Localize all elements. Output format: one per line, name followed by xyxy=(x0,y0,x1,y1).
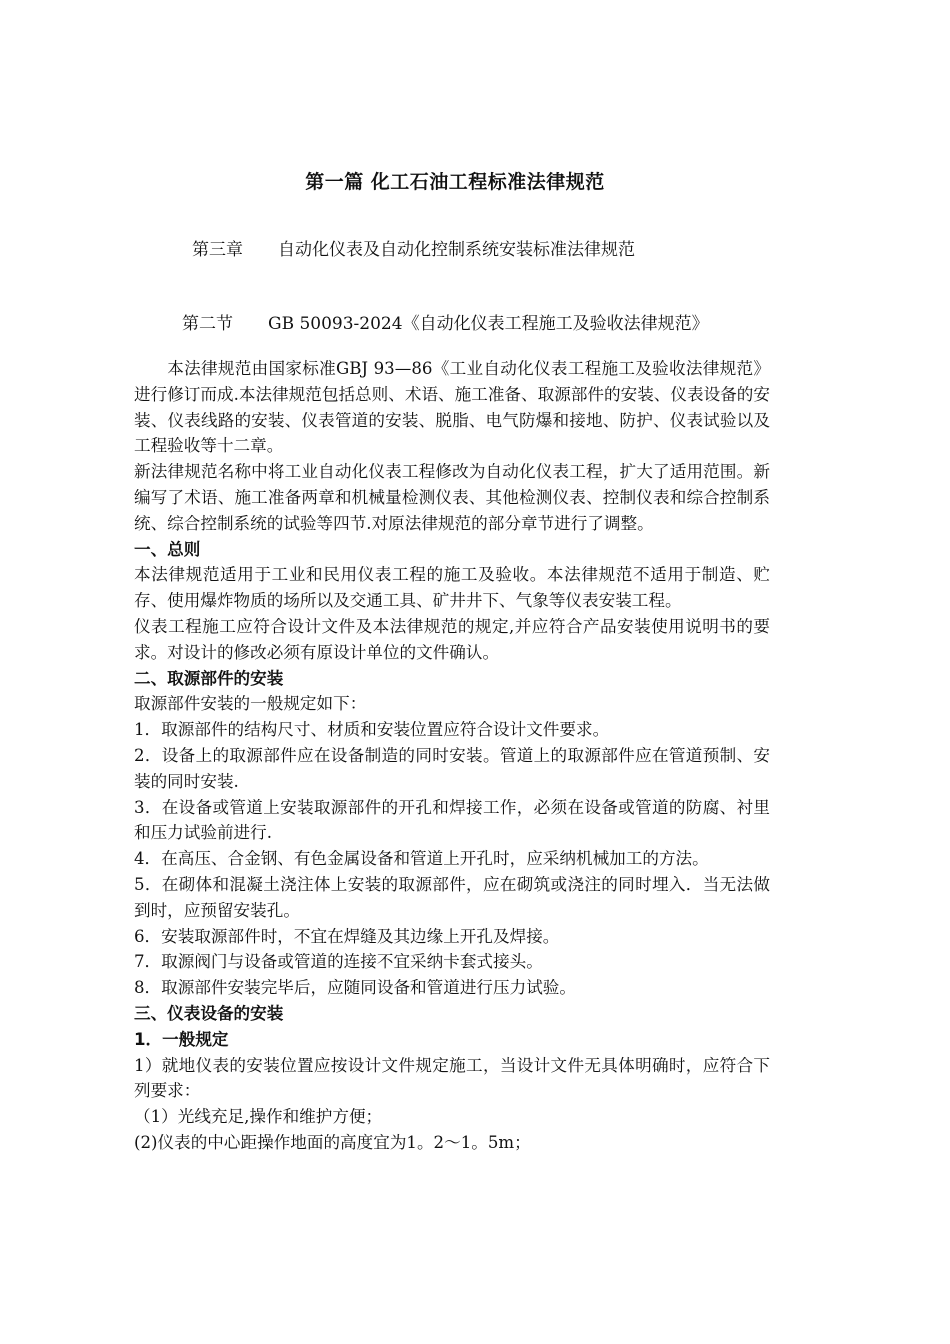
list-item: 8．取源部件安装完毕后，应随同设备和管道进行压力试验。 xyxy=(134,978,576,998)
list-item: (2)仪表的中心距操作地面的高度宜为1。2～1。5m； xyxy=(134,1132,531,1152)
list-item: 1．取源部件的结构尺寸、材质和安装位置应符合设计文件要求。 xyxy=(134,720,610,740)
section-title: GB 50093-2024《自动化仪表工程施工及验收法律规范》 xyxy=(268,314,709,334)
list-item: 3．在设备或管道上安装取源部件的开孔和焊接工作，必须在设备或管道的防腐、衬里和压力试验前进行. xyxy=(134,797,770,843)
section-number: 第二节 xyxy=(182,314,233,334)
list-item: 2．设备上的取源部件应在设备制造的同时安装。管道上的取源部件应在管道预制、安装的同时安装. xyxy=(134,745,770,791)
chapter-title: 自动化仪表及自动化控制系统安装标准法律规范 xyxy=(278,240,635,260)
intro-paragraph: 本法律规范由国家标准GBJ 93—86《工业自动化仪表工程施工及验收法律规范》进行修订而成.本法律规范包括总则、术语、施工准备、取源部件的安装、仪表设备的安装、仪表线路的安装、仪表管道的安装、脱脂、电气防爆和接地、防护、仪表试验以及工程验收等十二章。 xyxy=(134,359,770,456)
list-item: 1）就地仪表的安装位置应按设计文件规定施工，当设计文件无具体明确时，应符合下列要求： xyxy=(134,1055,770,1101)
scope-paragraph: 新法律规范名称中将工业自动化仪表工程修改为自动化仪表工程，扩大了适用范围。新编写了术语、施工准备两章和机械量检测仪表、其他检测仪表、控制仪表和综合控制系统、综合控制系统的试验等四节.对原法律规范的部分章节进行了调整。 xyxy=(134,462,770,533)
part-title: 第一篇 化工石油工程标准法律规范 xyxy=(305,171,605,193)
list-item: （1）光线充足,操作和维护方便； xyxy=(134,1107,383,1127)
body-text xyxy=(134,356,770,1156)
chapter-heading xyxy=(192,236,635,264)
list-item: 7．取源阀门与设备或管道的连接不宜采纳卡套式接头。 xyxy=(134,952,543,972)
paragraph: 本法律规范适用于工业和民用仪表工程的施工及验收。本法律规范不适用于制造、贮存、使用爆炸物质的场所以及交通工具、矿井井下、气象等仪表安装工程。 xyxy=(134,565,770,611)
section-heading xyxy=(182,310,709,338)
paragraph: 仪表工程施工应符合设计文件及本法律规范的规定,并应符合产品安装使用说明书的要求。对设计的修改必须有原设计单位的文件确认。 xyxy=(134,616,770,662)
heading-general: 一、总则 xyxy=(134,539,201,559)
list-item: 4．在高压、合金钢、有色金属设备和管道上开孔时，应采纳机械加工的方法。 xyxy=(134,849,709,869)
list-item: 5．在砌体和混凝土浇注体上安装的取源部件，应在砌筑或浇注的同时埋入．当无法做到时，应预留安装孔。 xyxy=(134,874,770,920)
list-item: 6．安装取源部件时，不宜在焊缝及其边缘上开孔及焊接。 xyxy=(134,926,560,946)
heading-instrument-install: 三、仪表设备的安装 xyxy=(134,1003,284,1023)
subheading-general-rules: 1．一般规定 xyxy=(134,1029,229,1049)
heading-source-parts: 二、取源部件的安装 xyxy=(134,668,284,688)
paragraph: 取源部件安装的一般规定如下： xyxy=(134,694,367,714)
chapter-number: 第三章 xyxy=(192,240,243,260)
